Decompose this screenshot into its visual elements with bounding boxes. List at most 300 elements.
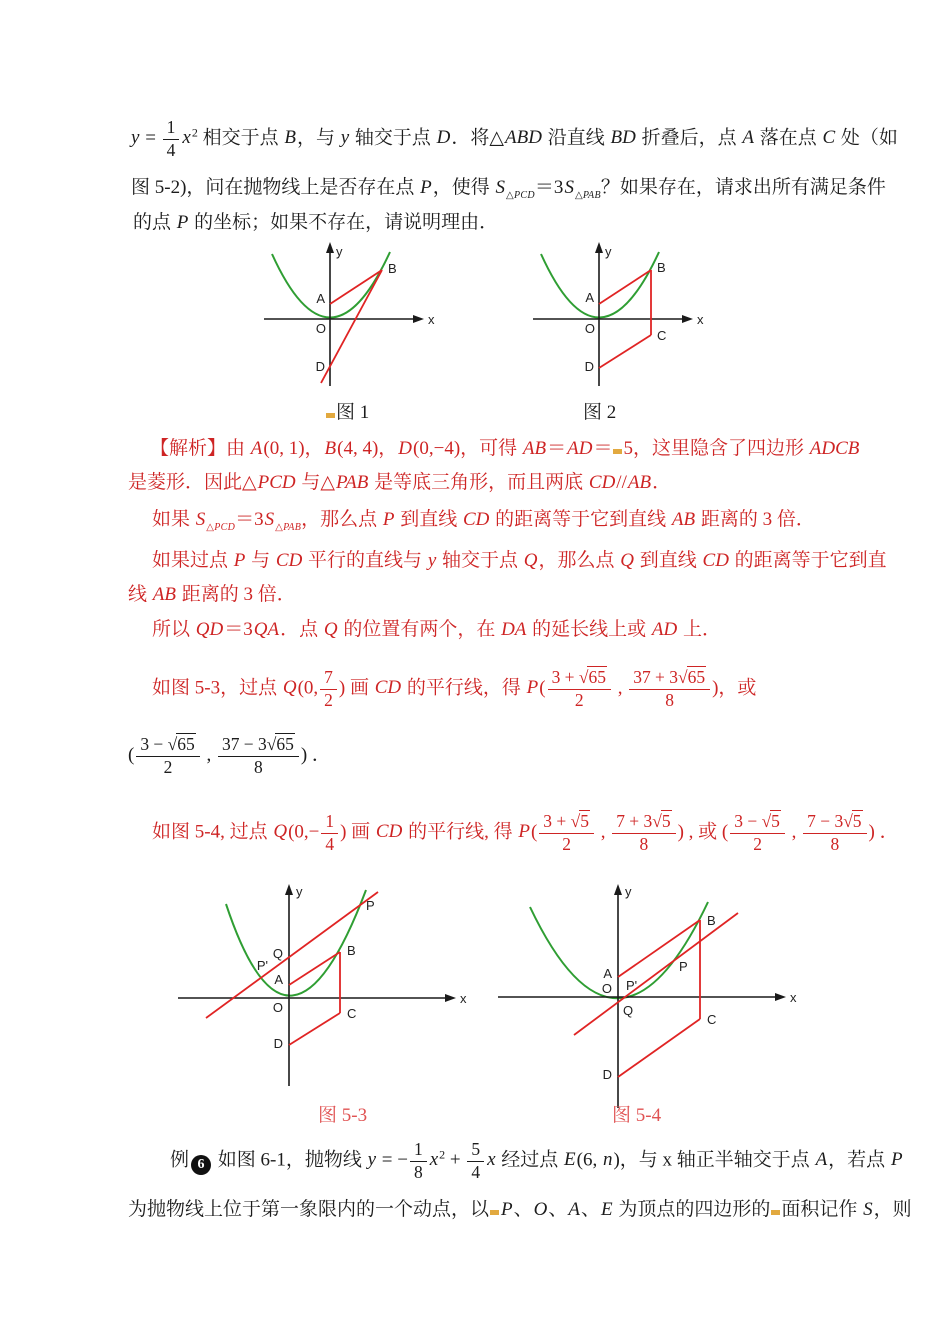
text-run: )，或	[712, 677, 757, 699]
text-run: 图 2	[583, 402, 617, 423]
fig53-label-B: B	[347, 943, 356, 958]
fig1-parabola-curve	[272, 252, 390, 318]
text-run: 【解析】由	[150, 438, 250, 459]
text-run: +	[445, 1149, 466, 1171]
math-subscript: △PCD	[506, 190, 535, 201]
radicand: 65	[687, 667, 706, 687]
edit-mark-icon	[613, 449, 622, 454]
math-variable: PAB	[336, 472, 369, 493]
text-run: (6,	[576, 1149, 602, 1171]
text-run: ＝3	[534, 177, 564, 198]
sqrt-radical	[652, 810, 671, 831]
text-run: ) 画	[340, 821, 375, 843]
fraction-denominator	[629, 690, 710, 711]
text-run: 到直线	[395, 509, 462, 530]
fraction-denominator	[548, 690, 611, 711]
text-run: ．	[652, 472, 672, 493]
math-variable: O	[533, 1199, 548, 1220]
math-variable: C	[822, 127, 836, 149]
fraction-denominator	[612, 834, 675, 855]
radical-sign-icon: √	[578, 667, 588, 687]
text-run: 37 − 3	[221, 734, 267, 754]
text-run: ＝3	[224, 619, 253, 640]
fig2-y-arrow-icon	[595, 242, 603, 253]
math-variable: y	[427, 550, 437, 571]
radicand: 65	[276, 734, 294, 754]
text-run: //	[616, 472, 627, 493]
fraction-denominator	[163, 140, 180, 161]
math-variable: AB	[522, 438, 547, 459]
math-variable: y	[367, 1149, 377, 1171]
fraction	[548, 668, 611, 710]
math-variable: CD	[275, 550, 303, 571]
math-variable: Q	[523, 550, 538, 571]
math-variable: S	[863, 1199, 873, 1220]
fraction	[320, 668, 337, 710]
math-variable: AD	[651, 619, 678, 640]
analysis-line-3	[152, 508, 815, 534]
fraction-numerator	[163, 118, 180, 140]
text-run: )，与 x 轴正半轴交于点	[613, 1149, 815, 1171]
fig1-label-D: D	[315, 359, 325, 374]
text-run: 如图 5-3，过点	[152, 677, 282, 699]
text-run: 1	[413, 1139, 423, 1159]
sqrt-radical	[678, 666, 706, 687]
text-run: 图 1	[336, 402, 370, 423]
math-superscript: 2	[191, 125, 198, 140]
math-subscript: △PAB	[574, 190, 601, 201]
fig2-parabola-curve	[541, 252, 659, 318]
text-run: ＝	[593, 438, 613, 459]
text-run: 是菱形．因此△	[128, 472, 257, 493]
math-superscript: 2	[439, 1147, 446, 1162]
text-run: 图 5-3	[318, 1105, 368, 1126]
text-run: 为顶点的四边形的	[613, 1199, 771, 1220]
fig54-label-y: y	[625, 884, 632, 899]
text-run: 3 −	[140, 734, 168, 754]
fig1-y-arrow-icon	[326, 242, 334, 253]
text-run: ＝3	[235, 509, 264, 530]
text-run: 的坐标；如果不存在，请说明理由．	[189, 212, 499, 233]
text-run: 图 5-2)，问在抛物线上是否存在点	[131, 177, 420, 198]
math-variable: n	[602, 1149, 613, 1171]
text-run: 2	[574, 689, 584, 710]
text-run: 2	[324, 689, 333, 710]
fig54-label-x: x	[790, 990, 797, 1005]
math-variable: D	[398, 438, 413, 459]
text-run: ) 画	[338, 677, 374, 699]
math-variable: P	[382, 509, 395, 530]
analysis-line-2	[128, 471, 671, 496]
math-variable: ABD	[505, 127, 542, 149]
text-run: ,	[201, 744, 216, 766]
radical-sign-icon: √	[843, 811, 852, 831]
fig54-segment-CD	[618, 1019, 700, 1077]
math-variable: Q	[323, 619, 338, 640]
radical-sign-icon: √	[761, 811, 771, 831]
edit-mark-icon	[326, 413, 335, 418]
fig53-label-x: x	[460, 991, 467, 1006]
math-variable: AD	[567, 438, 593, 459]
fig2-label-x: x	[697, 312, 704, 327]
text-run: ？如果存在，请求出所有满足条件	[600, 177, 886, 198]
math-variable: P	[501, 1199, 513, 1220]
math-variable: QA	[253, 619, 280, 640]
fraction	[467, 1140, 484, 1182]
analysis-line-1	[150, 437, 860, 462]
math-variable: Q	[273, 821, 288, 843]
text-run: ) ．	[300, 744, 331, 766]
text-run: ,	[612, 677, 628, 699]
fraction-denominator	[539, 834, 594, 855]
radicand: 5	[661, 811, 671, 831]
text-run: 、	[581, 1199, 601, 1220]
math-variable: D	[436, 127, 451, 149]
sqrt-radical	[579, 666, 607, 687]
fraction-denominator	[320, 690, 337, 711]
fig54-label-O: O	[601, 981, 612, 996]
text-run: 的平行线，得	[402, 677, 526, 699]
sqrt-radical	[762, 810, 781, 831]
fig1-label-O: O	[315, 321, 326, 336]
fraction-numerator	[629, 668, 710, 690]
fig2-label-B: B	[657, 260, 666, 275]
figure-1-caption	[325, 397, 369, 424]
fraction-numerator	[548, 668, 611, 690]
fraction-denominator	[803, 834, 866, 855]
radical-sign-icon: √	[570, 811, 580, 831]
text-run: 轴交于点	[350, 127, 436, 149]
text-run: 8	[413, 1161, 423, 1182]
fraction-denominator	[218, 757, 299, 778]
fraction	[321, 812, 338, 854]
fraction	[410, 1140, 427, 1182]
fig2-label-y: y	[605, 244, 612, 259]
analysis-line-5	[128, 583, 296, 608]
text-run: ,	[595, 821, 611, 843]
fraction-numerator	[730, 812, 785, 834]
math-variable: y	[340, 127, 350, 149]
text-run: 的平行线, 得	[403, 821, 518, 843]
fraction-denominator	[321, 834, 338, 855]
text-run: = −	[377, 1149, 408, 1171]
fraction-numerator	[803, 812, 866, 834]
text-run: 8	[830, 833, 840, 854]
radicand: 5	[852, 811, 862, 831]
math-variable: x	[429, 1149, 439, 1171]
math-variable: x	[182, 127, 191, 149]
text-run: 8	[639, 833, 649, 854]
text-run: 为抛物线上位于第一象限内的一个动点，以	[128, 1199, 490, 1220]
fraction-denominator	[410, 1162, 427, 1183]
edit-mark-icon	[490, 1210, 499, 1215]
text-run: (0,−	[288, 821, 320, 843]
fraction	[612, 812, 675, 854]
text-run: (	[539, 677, 546, 699]
math-variable: S	[264, 509, 275, 530]
problem-line-3	[133, 211, 498, 236]
fig54-label-P-prime: P'	[626, 978, 638, 993]
text-run: 、	[548, 1199, 568, 1220]
math-variable: P	[518, 821, 530, 843]
fraction	[218, 735, 299, 777]
fig53-y-arrow-icon	[285, 884, 293, 895]
analysis-line-4	[152, 549, 887, 574]
text-run: ，若点	[828, 1149, 890, 1171]
text-run: 平行的直线与	[303, 550, 427, 571]
text-run: 3 +	[543, 811, 571, 831]
math-subscript: △PAB	[275, 522, 302, 533]
fig2-x-arrow-icon	[682, 315, 693, 323]
text-run: 1	[166, 117, 176, 137]
figure-2-caption	[583, 397, 616, 424]
text-run: 轴交于点	[437, 550, 523, 571]
text-run: =	[140, 127, 161, 149]
fig54-segment-AB	[618, 920, 700, 977]
fraction-numerator	[136, 735, 199, 757]
figure-2-graph	[527, 240, 712, 392]
text-run: (	[128, 744, 135, 766]
math-variable: PCD	[257, 472, 296, 493]
math-variable: CD	[463, 509, 490, 530]
fraction-numerator	[218, 735, 299, 757]
fraction	[163, 118, 180, 160]
math-variable: S	[495, 177, 506, 198]
fraction-numerator	[410, 1140, 427, 1162]
fig54-label-Q: Q	[623, 1003, 634, 1018]
text-run: ) , 或 (	[677, 821, 729, 843]
text-run: 与△	[296, 472, 335, 493]
math-variable: S	[195, 509, 206, 530]
text-run: 的点	[133, 212, 176, 233]
radical-sign-icon: √	[266, 734, 276, 754]
math-variable: S	[564, 177, 574, 198]
text-run: 7	[324, 667, 333, 687]
text-run: (0,−4)，可得	[413, 438, 522, 459]
text-run: (0,	[297, 677, 319, 699]
text-run: 例	[170, 1149, 190, 1171]
text-run: ) ．	[868, 821, 899, 843]
fig54-label-P: P	[679, 959, 688, 974]
sqrt-radical	[168, 733, 196, 754]
fig2-segment-CD	[599, 335, 651, 368]
text-run: 图 5-4	[612, 1105, 662, 1126]
fig1-label-B: B	[388, 261, 397, 276]
fraction-denominator	[467, 1162, 484, 1183]
text-run: 、	[513, 1199, 533, 1220]
radicand: 65	[177, 734, 195, 754]
fraction-numerator	[321, 812, 338, 834]
math-variable: A	[250, 438, 263, 459]
text-run: ，那么点	[301, 509, 382, 530]
text-run: ，与	[296, 127, 340, 149]
text-run: ＝	[547, 438, 567, 459]
math-variable: Q	[620, 550, 634, 571]
text-run: 线	[128, 584, 152, 605]
text-run: 沿直线	[542, 127, 610, 149]
fig53-segment-AB	[289, 952, 340, 985]
radical-sign-icon: √	[652, 811, 661, 831]
text-run: 7 + 3	[616, 811, 653, 831]
sqrt-radical	[267, 733, 295, 754]
math-variable: A	[815, 1149, 828, 1171]
fraction-numerator	[467, 1140, 484, 1162]
analysis-line-7	[152, 668, 756, 710]
math-variable: QD	[195, 619, 224, 640]
text-run: 的距离等于它到直	[729, 550, 887, 571]
analysis-line-8	[128, 735, 331, 777]
figure-5-4-graph	[490, 880, 800, 1128]
circled-number: 6	[191, 1155, 211, 1175]
math-variable: E	[601, 1199, 613, 1220]
fraction	[629, 668, 710, 710]
text-run: ,	[786, 821, 802, 843]
text-run: 的距离等于它到直线	[490, 509, 671, 530]
text-run: 上．	[678, 619, 722, 640]
fig53-label-O: O	[272, 1000, 283, 1015]
text-run: 所以	[152, 619, 195, 640]
fig53-label-P-prime: P'	[256, 958, 268, 973]
fig53-label-A: A	[274, 972, 283, 987]
fig2-label-C: C	[657, 328, 667, 343]
math-variable: B	[324, 438, 337, 459]
math-variable: AB	[152, 584, 176, 605]
fraction-denominator	[136, 757, 199, 778]
math-variable: ADCB	[809, 438, 860, 459]
text-run: 2	[163, 756, 173, 777]
text-run: 与	[246, 550, 275, 571]
figure-5-4-caption	[612, 1100, 661, 1127]
math-subscript: △PCD	[206, 522, 236, 533]
math-variable: AB	[671, 509, 696, 530]
radicand: 5	[771, 811, 780, 831]
fig53-x-arrow-icon	[445, 994, 456, 1002]
fig54-label-D: D	[602, 1067, 612, 1082]
math-variable: E	[564, 1149, 576, 1171]
text-run: ，那么点	[538, 550, 620, 571]
fig54-label-A: A	[603, 966, 612, 981]
text-run: (	[530, 821, 538, 843]
problem-line-1	[130, 118, 898, 160]
fig53-segment-CD	[289, 1013, 340, 1045]
text-run: 5	[471, 1139, 481, 1159]
fig2-segment-AB	[599, 270, 651, 304]
text-run: 2	[562, 833, 571, 854]
text-run: ，使得	[432, 177, 495, 198]
math-variable: CD	[375, 821, 403, 843]
analysis-line-9	[152, 812, 899, 854]
fig54-label-B: B	[707, 913, 716, 928]
problem-line-2	[131, 176, 886, 202]
fig2-label-D: D	[584, 359, 594, 374]
radical-sign-icon: √	[167, 734, 177, 754]
text-run: 面积记作	[781, 1199, 863, 1220]
radicand: 5	[580, 811, 589, 831]
analysis-line-6	[152, 618, 721, 643]
fig1-label-x: x	[428, 312, 435, 327]
text-run: 距离的 3 倍．	[696, 509, 815, 530]
math-variable: y	[131, 127, 140, 149]
math-variable: BD	[610, 127, 636, 149]
fraction-denominator	[730, 834, 785, 855]
math-variable: P	[233, 550, 246, 571]
math-variable: B	[284, 127, 296, 149]
math-variable: P	[890, 1149, 903, 1171]
text-run: 2	[753, 833, 762, 854]
math-variable: P	[526, 677, 539, 699]
text-run: 的位置有两个，在	[338, 619, 501, 640]
fig54-parabola-curve	[530, 902, 708, 998]
figure-5-3-caption	[318, 1100, 367, 1127]
text-run: (0, 1)，	[263, 438, 324, 459]
math-variable: P	[420, 177, 432, 198]
fig1-label-A: A	[316, 291, 325, 306]
text-run: 8	[665, 689, 674, 710]
fig53-label-y: y	[296, 884, 303, 899]
math-variable: A	[742, 127, 754, 149]
text-run: 37 + 3	[633, 667, 678, 687]
text-run: 3 +	[551, 667, 579, 687]
text-run: 如果过点	[152, 550, 233, 571]
text-run: 距离的 3 倍．	[176, 584, 296, 605]
text-run: 相交于点	[197, 127, 284, 149]
sqrt-radical	[843, 810, 862, 831]
fraction-numerator	[612, 812, 675, 834]
example6-line-1	[170, 1140, 904, 1182]
text-run: 是等底三角形，而且两底	[369, 472, 588, 493]
text-run: 5，这里隐含了四边形	[623, 438, 809, 459]
fraction-numerator	[320, 668, 337, 690]
text-run: 如图 5-4, 过点	[152, 821, 273, 843]
text-run: 4	[325, 833, 335, 854]
fraction	[730, 812, 785, 854]
text-run: ．将△	[451, 127, 505, 149]
fig53-label-P: P	[366, 898, 375, 913]
fraction	[803, 812, 866, 854]
text-run: 处（如	[836, 127, 898, 149]
text-run: 经过点	[496, 1149, 564, 1171]
text-run: 7 − 3	[807, 811, 844, 831]
text-run: 折叠后，点	[636, 127, 742, 149]
radical-sign-icon: √	[678, 667, 687, 687]
text-run: 如图 6-1，抛物线	[213, 1149, 367, 1171]
text-run: 4	[166, 139, 176, 160]
fig53-label-Q: Q	[272, 946, 283, 961]
text-run: (4, 4)，	[337, 438, 398, 459]
text-run: 的延长线上或	[527, 619, 651, 640]
math-variable: x	[487, 1149, 496, 1171]
fig1-segment-AB	[330, 270, 382, 304]
figure-5-3-graph	[170, 880, 470, 1108]
math-variable: P	[176, 212, 189, 233]
math-variable: CD	[374, 677, 402, 699]
fraction-numerator	[539, 812, 594, 834]
edit-mark-icon	[771, 1210, 780, 1215]
text-run: ，则	[873, 1199, 912, 1220]
math-variable: DA	[501, 619, 527, 640]
example6-line-2	[128, 1198, 912, 1223]
fig2-label-A: A	[585, 290, 594, 305]
figure-1-graph	[258, 240, 443, 392]
text-run: 到直线	[635, 550, 702, 571]
sqrt-radical	[571, 810, 590, 831]
fig1-label-y: y	[336, 244, 343, 259]
text-run: 3 −	[734, 811, 762, 831]
text-run: ．点	[280, 619, 323, 640]
fig54-y-arrow-icon	[614, 884, 622, 895]
math-variable: CD	[588, 472, 616, 493]
radicand: 65	[588, 667, 606, 687]
